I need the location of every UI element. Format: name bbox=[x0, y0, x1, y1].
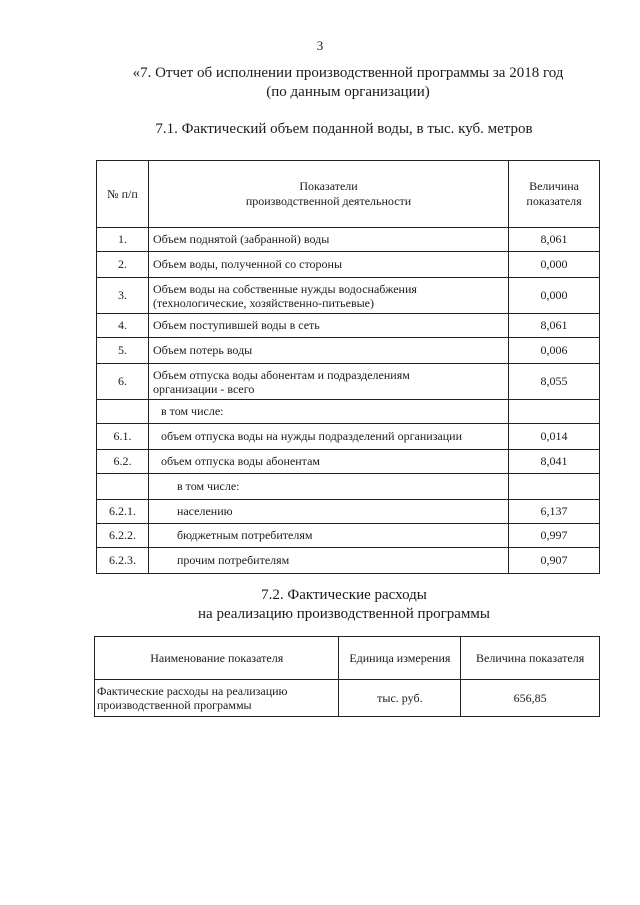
row-value bbox=[509, 400, 600, 424]
row-name-line-2: (технологические, хозяйственно-питьевые) bbox=[152, 295, 374, 310]
row-num: 6.2.3. bbox=[97, 548, 149, 574]
table-row bbox=[97, 338, 600, 364]
row-name: Объем поступившей воды в сеть bbox=[148, 314, 508, 338]
row-value: 8,061 bbox=[509, 314, 600, 338]
table-row bbox=[97, 252, 600, 278]
row-unit: тыс. руб. bbox=[339, 680, 461, 717]
header-value: Величина показателя bbox=[461, 637, 600, 680]
row-value: 8,041 bbox=[509, 450, 600, 474]
row-value: 0,000 bbox=[509, 252, 600, 278]
header-indicator-line-2: производственной деятельности bbox=[245, 194, 412, 208]
row-name: объем отпуска воды абонентам bbox=[148, 450, 508, 474]
section-7-2-title bbox=[24, 586, 640, 624]
row-num: 2. bbox=[97, 252, 149, 278]
table-row bbox=[97, 450, 600, 474]
table-header-row bbox=[97, 161, 600, 228]
row-num: 6.2.1. bbox=[97, 500, 149, 524]
row-name-line-2: организации - всего bbox=[152, 381, 255, 396]
header-value-line-1: Величина bbox=[529, 179, 580, 193]
row-name bbox=[148, 364, 508, 400]
row-num: 6. bbox=[97, 364, 149, 400]
row-num: 6.2.2. bbox=[97, 524, 149, 548]
row-name-line-1: Объем воды на собственные нужды водоснабжения bbox=[152, 281, 417, 296]
report-title bbox=[28, 64, 640, 102]
row-name bbox=[148, 278, 508, 314]
row-value: 0,997 bbox=[509, 524, 600, 548]
water-volume-table bbox=[96, 160, 600, 574]
row-value bbox=[509, 474, 600, 500]
section-7-1-title: 7.1. Фактический объем поданной воды, в тыс. куб. метров bbox=[155, 121, 533, 137]
report-title-line-1: «7. Отчет об исполнении производственной программы за 2018 год bbox=[132, 65, 564, 81]
report-title-line-2: (по данным организации) bbox=[266, 84, 430, 100]
row-name-line-1: Объем отпуска воды абонентам и подразделениям bbox=[152, 367, 410, 382]
page-number: 3 bbox=[316, 38, 324, 53]
row-name-line-2: производственной программы bbox=[97, 698, 252, 712]
row-name: прочим потребителям bbox=[148, 548, 508, 574]
table-header-row bbox=[95, 637, 600, 680]
header-value-line-2: показателя bbox=[526, 194, 582, 208]
table-row bbox=[97, 364, 600, 400]
row-value: 0,014 bbox=[509, 424, 600, 450]
row-num: 5. bbox=[97, 338, 149, 364]
row-name: в том числе: bbox=[148, 474, 508, 500]
header-indicator bbox=[148, 161, 508, 228]
row-value: 8,055 bbox=[509, 364, 600, 400]
row-name: бюджетным потребителям bbox=[148, 524, 508, 548]
row-name: в том числе: bbox=[148, 400, 508, 424]
section-7-2-title-line-1: 7.2. Фактические расходы bbox=[261, 587, 427, 603]
row-num bbox=[97, 400, 149, 424]
row-name: Объем поднятой (забранной) воды bbox=[148, 228, 508, 252]
row-num bbox=[97, 474, 149, 500]
row-name bbox=[95, 680, 339, 717]
table-row bbox=[97, 548, 600, 574]
row-value: 0,907 bbox=[509, 548, 600, 574]
row-value: 656,85 bbox=[461, 680, 600, 717]
row-num: 1. bbox=[97, 228, 149, 252]
section-7-2-title-line-2: на реализацию производственной программы bbox=[198, 606, 490, 622]
table-row bbox=[95, 680, 600, 717]
header-value bbox=[509, 161, 600, 228]
table-row bbox=[97, 278, 600, 314]
expenses-table bbox=[94, 636, 600, 717]
row-num: 3. bbox=[97, 278, 149, 314]
table-row bbox=[97, 500, 600, 524]
header-indicator-line-1: Показатели bbox=[299, 179, 358, 193]
row-value: 8,061 bbox=[509, 228, 600, 252]
row-value: 6,137 bbox=[509, 500, 600, 524]
row-name: населению bbox=[148, 500, 508, 524]
row-name: объем отпуска воды на нужды подразделений организации bbox=[148, 424, 508, 450]
row-name: Объем воды, полученной со стороны bbox=[148, 252, 508, 278]
row-num: 6.2. bbox=[97, 450, 149, 474]
table-row bbox=[97, 424, 600, 450]
row-num: 6.1. bbox=[97, 424, 149, 450]
row-value: 0,006 bbox=[509, 338, 600, 364]
header-num: № п/п bbox=[97, 161, 149, 228]
row-name-line-1: Фактические расходы на реализацию bbox=[97, 684, 288, 698]
table-row bbox=[97, 524, 600, 548]
table-row bbox=[97, 228, 600, 252]
header-indicator-name: Наименование показателя bbox=[95, 637, 339, 680]
table-row bbox=[97, 314, 600, 338]
row-name: Объем потерь воды bbox=[148, 338, 508, 364]
header-unit: Единица измерения bbox=[339, 637, 461, 680]
table-row bbox=[97, 474, 600, 500]
row-value: 0,000 bbox=[509, 278, 600, 314]
row-num: 4. bbox=[97, 314, 149, 338]
table-row bbox=[97, 400, 600, 424]
